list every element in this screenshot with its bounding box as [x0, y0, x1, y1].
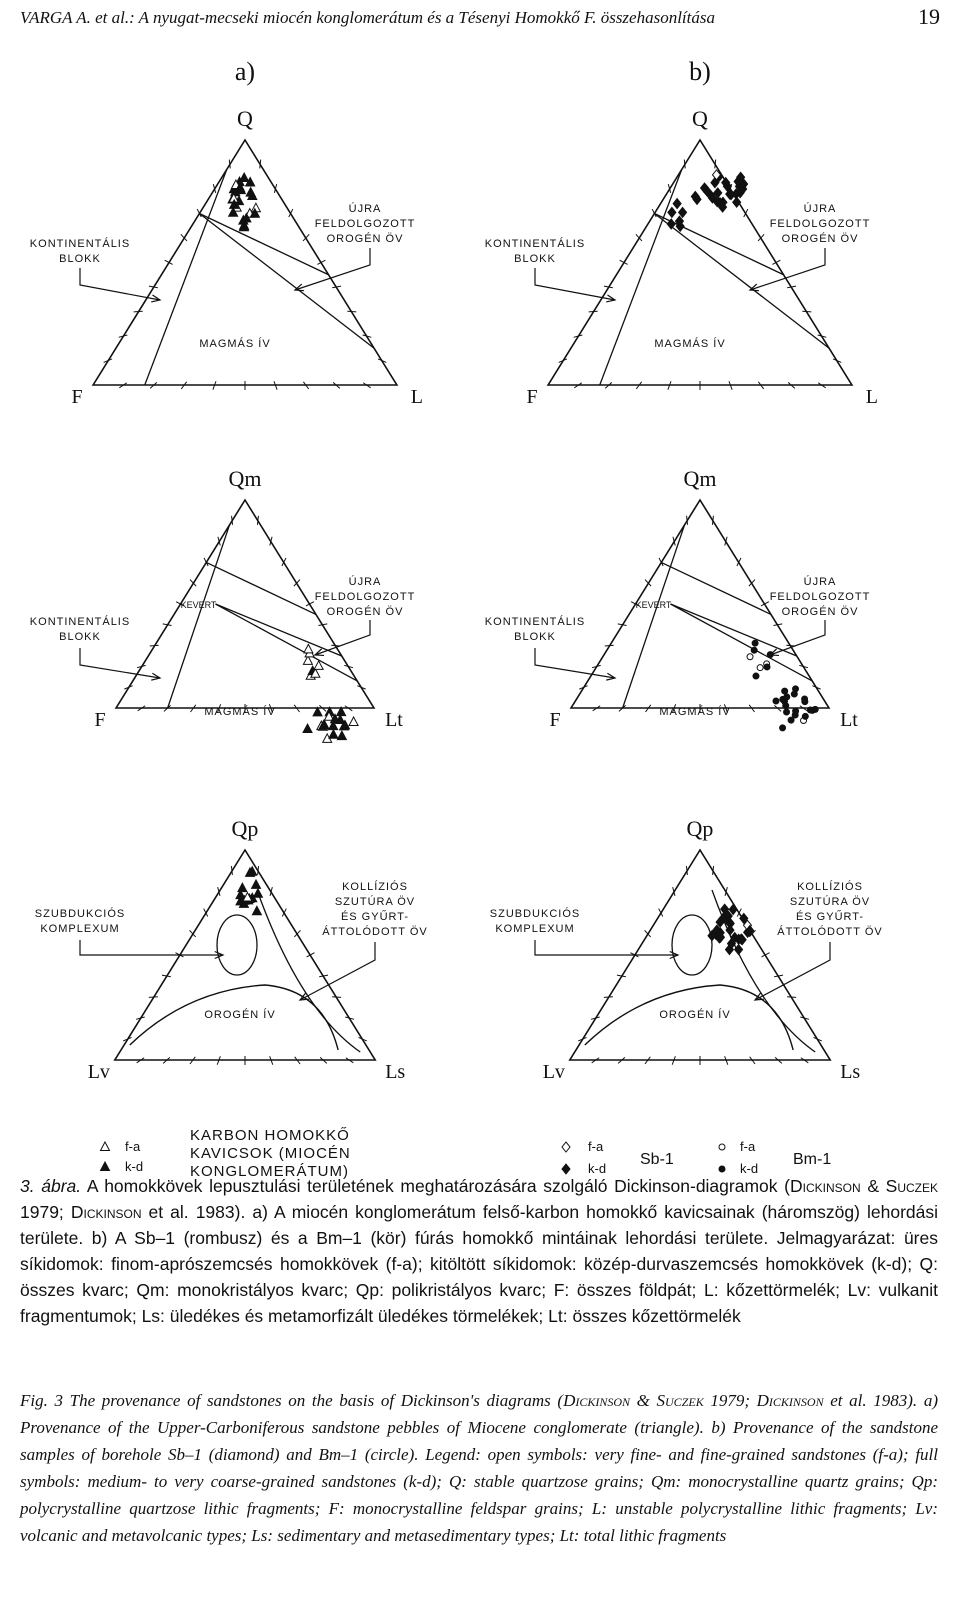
axis-tick	[332, 997, 341, 998]
axis-tick	[684, 160, 685, 169]
qfl-a-field-orogen: OROGÉN ÖV	[326, 233, 404, 245]
qplvls-a-apex-top: Qp	[231, 816, 259, 841]
caption-en-author-1: Dickinson & Suczek	[563, 1391, 704, 1410]
axis-tick	[713, 866, 714, 875]
axis-tick	[687, 516, 688, 525]
qmflt-b-field-line	[623, 525, 685, 708]
caption-english	[20, 1387, 938, 1549]
data-point-circle	[788, 717, 794, 723]
qmflt-a-field-blokk: BLOKK	[59, 631, 101, 643]
axis-tick	[232, 516, 233, 525]
qplvls-b-apex-top: Qp	[686, 816, 714, 841]
legend-a-kd-label: k-d	[125, 1159, 144, 1174]
caption-hu-fig-label: 3. ábra.	[20, 1176, 82, 1196]
qfl-b-field-orogen: OROGÉN ÖV	[781, 233, 859, 245]
caption-hu-author-1: Dickinson & Suczek	[790, 1176, 938, 1196]
qfl-a-field-feldolg: FELDOLGOZOTT	[314, 218, 416, 230]
axis-tick	[802, 311, 811, 312]
qfl-b-field-ujra: ÚJRA	[803, 203, 837, 215]
qplvls-a-field-szutura: SZUTÚRA ÖV	[334, 896, 416, 908]
legend-a-description: KONGLOMERÁTUM)	[190, 1163, 350, 1180]
qmflt-b-field-ujra: ÚJRA	[803, 576, 837, 588]
legend-b-sb-kd-label: k-d	[588, 1161, 607, 1176]
data-point-circle	[784, 709, 790, 715]
qmflt-b-field-orogen: OROGÉN ÖV	[781, 606, 859, 618]
qmflt-a-field-magmas: MAGMÁS ÍV	[204, 706, 276, 718]
legend-b-bm-fa-label: f-a	[740, 1139, 756, 1154]
qfl-a-apex-right: L	[410, 386, 424, 408]
data-point-circle	[757, 665, 763, 671]
data-point-circle	[793, 686, 799, 692]
qplvls-b-field-orogen-iv: OROGÉN ÍV	[659, 1009, 731, 1021]
qmflt-a-field-kont: KONTINENTÁLIS	[29, 616, 131, 628]
qplvls-b-field-gyurt: ÉS GYŰRT-	[795, 911, 865, 923]
axis-tick	[134, 311, 143, 312]
data-point-circle	[782, 688, 788, 694]
data-point-circle	[753, 673, 759, 679]
qfl-a-field-ujra: ÚJRA	[348, 203, 382, 215]
qfl-b-field-magmas: MAGMÁS ÍV	[654, 338, 726, 350]
qplvls-a-ellipse-field	[217, 915, 257, 975]
data-point-circle	[747, 654, 753, 660]
legend-a-description: KAVICSOK (MIOCÉN	[190, 1145, 351, 1162]
qmflt-b-apex-left: F	[549, 709, 561, 731]
qplvls-a-arrow-koll	[300, 942, 375, 1000]
axis-tick	[715, 160, 716, 169]
qmflt-b-apex-top: Qm	[683, 466, 717, 491]
qplvls-a-arrow-szub	[80, 940, 223, 955]
qfl-a-field-kont: KONTINENTÁLIS	[29, 238, 131, 250]
axis-tick	[258, 866, 259, 875]
data-point-triangle	[252, 880, 261, 889]
axis-tick	[149, 997, 158, 998]
qmflt-b-field-feldolg: FELDOLGOZOTT	[769, 591, 871, 603]
panel-b-label: b)	[689, 57, 711, 86]
qmflt-b-field-blokk: BLOKK	[514, 631, 556, 643]
qplvls-a-apex-left: Lv	[87, 1061, 110, 1083]
caption-en-text-2: 1979;	[703, 1391, 757, 1410]
data-point-triangle	[253, 889, 262, 898]
data-point-diamond	[673, 199, 681, 209]
axis-tick	[150, 645, 159, 646]
data-point-circle	[751, 647, 757, 653]
qfl-a-apex-top: Q	[237, 106, 253, 131]
data-point-diamond	[733, 197, 741, 207]
qmflt-b-apex-right: Lt	[840, 709, 858, 731]
axis-tick	[589, 311, 598, 312]
axis-tick	[604, 997, 613, 998]
legend-b-bm-fa-symbol	[719, 1144, 725, 1150]
qmflt-a-field-kevert: KEVERT	[180, 600, 217, 610]
legend-a-kd-symbol	[101, 1162, 110, 1171]
qplvls-b-arrow-koll	[755, 942, 830, 1000]
axis-tick	[229, 160, 230, 169]
caption-hu-text-3: et al. 1983). a) A miocén konglomerátum felső-karbon homokkő kavicsainak (háromszög) lehordási területe. b) A Sb–1 (rombusz) és a Bm–1 (kör) fúrás homokkő mintáinak lehordási területe. Jelmagyarázat: üres síkidomok: finom-aprószemcsés homokkövek (f-a); kitöltött síkidomok: közép-durvaszemcsés homokkövek (k-d); Q: összes kvarc; Qm: monokristályos kvarc; Qp: polikristályos kvarc; F: összes földpát; L: kőzettörmelék; Lv: vulkanit fragmentumok; Ls: üledékes és metamorfizált üledékes törmelékek; Lt: összes kőzettörmelék	[20, 1202, 938, 1326]
qmflt-a-field-line	[168, 525, 230, 708]
qfl-a-apex-left: F	[71, 386, 83, 408]
axis-tick	[787, 997, 796, 998]
qplvls-b-field-koll: KOLLÍZIÓS	[797, 881, 863, 893]
qfl-a-field-blokk: BLOKK	[59, 253, 101, 265]
qplvls-a-apex-right: Ls	[385, 1061, 406, 1083]
axis-tick	[260, 160, 261, 169]
axis-tick	[686, 866, 687, 875]
running-header	[20, 2, 940, 32]
legend-b-bm-kd-symbol	[719, 1166, 725, 1172]
qfl-a-field-line	[145, 169, 227, 385]
qmflt-b-field-kevert: KEVERT	[635, 600, 672, 610]
data-point-circle	[783, 703, 789, 709]
caption-en-text-3: et al. 1983). a) Provenance of the Upper-Carboniferous sandstone pebbles of Miocene conglomerate (triangle). b) Provenance of the sandstone samples of borehole Sb–1 (diamond) and Bm–1 (circle). Legend: open symbols: very fine- and fine-grained sandstones (f-a); full symbols: medium- to very coarse-grained sandstones (k-d); Q: stable quartzose grains; Qm: monocrystalline quartz grains; Qp: polycrystalline quartzose lithic fragments; F: monocrystalline feldspar grains; L: unstable polycrystalline lithic fragments; Lv: volcanic and metavolcanic types; Ls: sedimentary and metasedimentary types; Lt: total lithic fragments	[20, 1391, 938, 1545]
qplvls-b-field-attolodott: ÁTTOLÓDOTT ÖV	[777, 926, 883, 938]
data-point-circle	[767, 652, 773, 658]
caption-en-text-1: Fig. 3 The provenance of sandstones on the basis of Dickinson's diagrams (	[20, 1391, 564, 1410]
qplvls-b-field-szub: SZUBDUKCIÓS	[489, 908, 581, 920]
data-point-diamond	[668, 207, 676, 217]
qfl-b-field-blokk: BLOKK	[514, 253, 556, 265]
qfl-b-apex-top: Q	[692, 106, 708, 131]
qfl-a-arrow-orogen	[295, 248, 370, 290]
dickinson-figure	[0, 40, 960, 1180]
qplvls-b-apex-right: Ls	[840, 1061, 861, 1083]
qmflt-a-field-line	[216, 604, 342, 656]
data-point-triangle	[304, 644, 313, 653]
qmflt-a-arrow-kont	[80, 648, 160, 678]
data-point-triangle	[238, 883, 247, 892]
qfl-b-field-kont: KONTINENTÁLIS	[484, 238, 586, 250]
data-point-triangle	[252, 906, 261, 915]
caption-en-author-2: Dickinson	[756, 1391, 824, 1410]
qmflt-a-field-ujra: ÚJRA	[348, 576, 382, 588]
data-point-circle	[802, 699, 808, 705]
data-point-diamond	[726, 925, 734, 935]
data-point-triangle	[337, 731, 346, 740]
qmflt-a-field-feldolg: FELDOLGOZOTT	[314, 591, 416, 603]
data-point-circle	[764, 664, 770, 670]
data-point-circle	[752, 640, 758, 646]
qplvls-b-apex-left: Lv	[542, 1061, 565, 1083]
qplvls-b-field-kompl: KOMPLEXUM	[495, 923, 575, 935]
caption-hu-text-1: A homokkövek lepusztulási területének meghatározására szolgáló Dickinson-diagramok (	[81, 1176, 791, 1196]
legend-b-sb-name: Sb-1	[640, 1151, 674, 1168]
data-point-triangle	[246, 188, 255, 197]
legend-b-sb-fa-symbol	[562, 1142, 570, 1152]
axis-tick	[231, 866, 232, 875]
qfl-a-field-magmas: MAGMÁS ÍV	[199, 338, 271, 350]
qmflt-b-field-line	[671, 604, 797, 656]
running-title: VARGA A. et al.: A nyugat-mecseki miocén konglomerátum és a Tésenyi Homokkő F. összehasonlítása	[20, 8, 715, 27]
data-point-circle	[780, 725, 786, 731]
axis-tick	[257, 516, 258, 525]
page-number: 19	[918, 4, 940, 29]
qplvls-b-field-szutura: SZUTÚRA ÖV	[789, 896, 871, 908]
qplvls-a-field-koll: KOLLÍZIÓS	[342, 881, 408, 893]
axis-tick	[347, 311, 356, 312]
legend-a-description: KARBON HOMOKKŐ	[190, 1127, 350, 1144]
data-point-triangle	[349, 717, 358, 726]
qmflt-a-field-orogen: OROGÉN ÖV	[326, 606, 404, 618]
qplvls-a-field-kompl: KOMPLEXUM	[40, 923, 120, 935]
data-point-triangle	[329, 730, 338, 739]
axis-tick	[605, 645, 614, 646]
qmflt-a-apex-left: F	[94, 709, 106, 731]
data-point-circle	[812, 706, 818, 712]
caption-hu-text-2: 1979;	[20, 1202, 71, 1222]
qplvls-b-arrow-szub	[535, 940, 678, 955]
data-point-circle	[793, 708, 799, 714]
qplvls-a-field-attolodott: ÁTTOLÓDOTT ÖV	[322, 926, 428, 938]
qmflt-b-arrow-kont	[535, 648, 615, 678]
qplvls-a-field-gyurt: ÉS GYŰRT-	[340, 911, 410, 923]
data-point-diamond	[735, 945, 743, 955]
data-point-triangle	[240, 173, 249, 182]
qfl-b-apex-right: L	[865, 386, 879, 408]
caption-hungarian	[20, 1173, 938, 1329]
legend-b-sb-fa-label: f-a	[588, 1139, 604, 1154]
data-point-circle	[773, 698, 779, 704]
qmflt-b-field-kont: KONTINENTÁLIS	[484, 616, 586, 628]
axis-tick	[712, 516, 713, 525]
data-point-circle	[802, 713, 808, 719]
legend-b-bm-kd-label: k-d	[740, 1161, 759, 1176]
data-point-triangle	[303, 724, 312, 733]
legend-b-bm-name: Bm-1	[793, 1151, 832, 1168]
caption-hu-author-2: Dickinson	[70, 1202, 142, 1222]
qmflt-b-field-magmas: MAGMÁS ÍV	[659, 706, 731, 718]
qplvls-a-field-szub: SZUBDUKCIÓS	[34, 908, 126, 920]
qmflt-a-apex-right: Lt	[385, 709, 403, 731]
qplvls-a-field-orogen-iv: OROGÉN ÍV	[204, 1009, 276, 1021]
qfl-b-field-feldolg: FELDOLGOZOTT	[769, 218, 871, 230]
qfl-b-apex-left: F	[526, 386, 538, 408]
legend-a-fa-label: f-a	[125, 1139, 141, 1154]
qmflt-a-apex-top: Qm	[228, 466, 262, 491]
qfl-b-field-line	[600, 169, 682, 385]
data-point-circle	[784, 694, 790, 700]
qplvls-b-ellipse-field	[672, 915, 712, 975]
qfl-b-arrow-orogen	[750, 248, 825, 290]
panel-a-label: a)	[234, 57, 256, 86]
legend-a-fa-symbol	[101, 1142, 110, 1151]
